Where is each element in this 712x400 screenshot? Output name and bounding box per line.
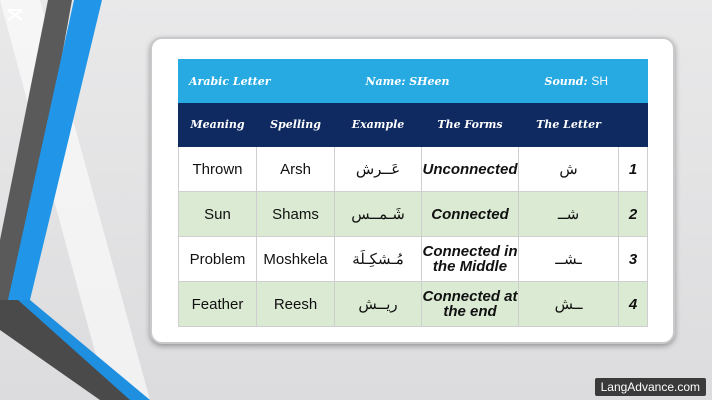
table-row <box>179 282 648 327</box>
row-number: 1 <box>619 147 648 192</box>
table-row <box>179 192 648 237</box>
arabic-letter-label: Arabic Letter <box>189 74 271 88</box>
column-header-letter: The Letter <box>519 103 619 147</box>
letter-cell: ـشــ <box>519 237 619 282</box>
example-cell: شَـمــس <box>335 192 422 237</box>
spelling-cell: Reesh <box>257 282 335 327</box>
letter-cell: شــ <box>519 192 619 237</box>
meaning-cell: Thrown <box>179 147 257 192</box>
form-cell: Unconnected <box>422 147 519 192</box>
column-header-forms: The Forms <box>422 103 519 147</box>
row-number: 2 <box>619 192 648 237</box>
form-cell: Connected <box>422 192 519 237</box>
example-cell: عَــرش <box>335 147 422 192</box>
meaning-cell: Problem <box>179 237 257 282</box>
site-watermark: LangAdvance.com <box>595 378 706 396</box>
letter-name-label: Name: SHeen <box>365 74 450 88</box>
column-header-example: Example <box>335 103 422 147</box>
row-number: 4 <box>619 282 648 327</box>
row-number: 3 <box>619 237 648 282</box>
column-header-meaning: Meaning <box>179 103 257 147</box>
example-cell: ريــش <box>335 282 422 327</box>
example-cell: مُـشكِـلَة <box>335 237 422 282</box>
column-header-spelling: Spelling <box>257 103 335 147</box>
spelling-cell: Shams <box>257 192 335 237</box>
letter-table <box>178 59 648 327</box>
table-header-row <box>179 103 648 147</box>
spelling-cell: Arsh <box>257 147 335 192</box>
table-row <box>179 237 648 282</box>
form-cell: Connected in the Middle <box>422 237 519 282</box>
meaning-cell: Feather <box>179 282 257 327</box>
spelling-cell: Moshkela <box>257 237 335 282</box>
sound-label: Sound: SH <box>544 74 609 88</box>
table-top-bar <box>179 60 648 103</box>
form-cell: Connected at the end <box>422 282 519 327</box>
sound-value: SH <box>591 74 609 88</box>
letter-card <box>150 37 675 344</box>
letter-cell: ش <box>519 147 619 192</box>
app-logo-icon <box>6 6 24 24</box>
meaning-cell: Sun <box>179 192 257 237</box>
letter-cell: ــش <box>519 282 619 327</box>
table-row <box>179 147 648 192</box>
